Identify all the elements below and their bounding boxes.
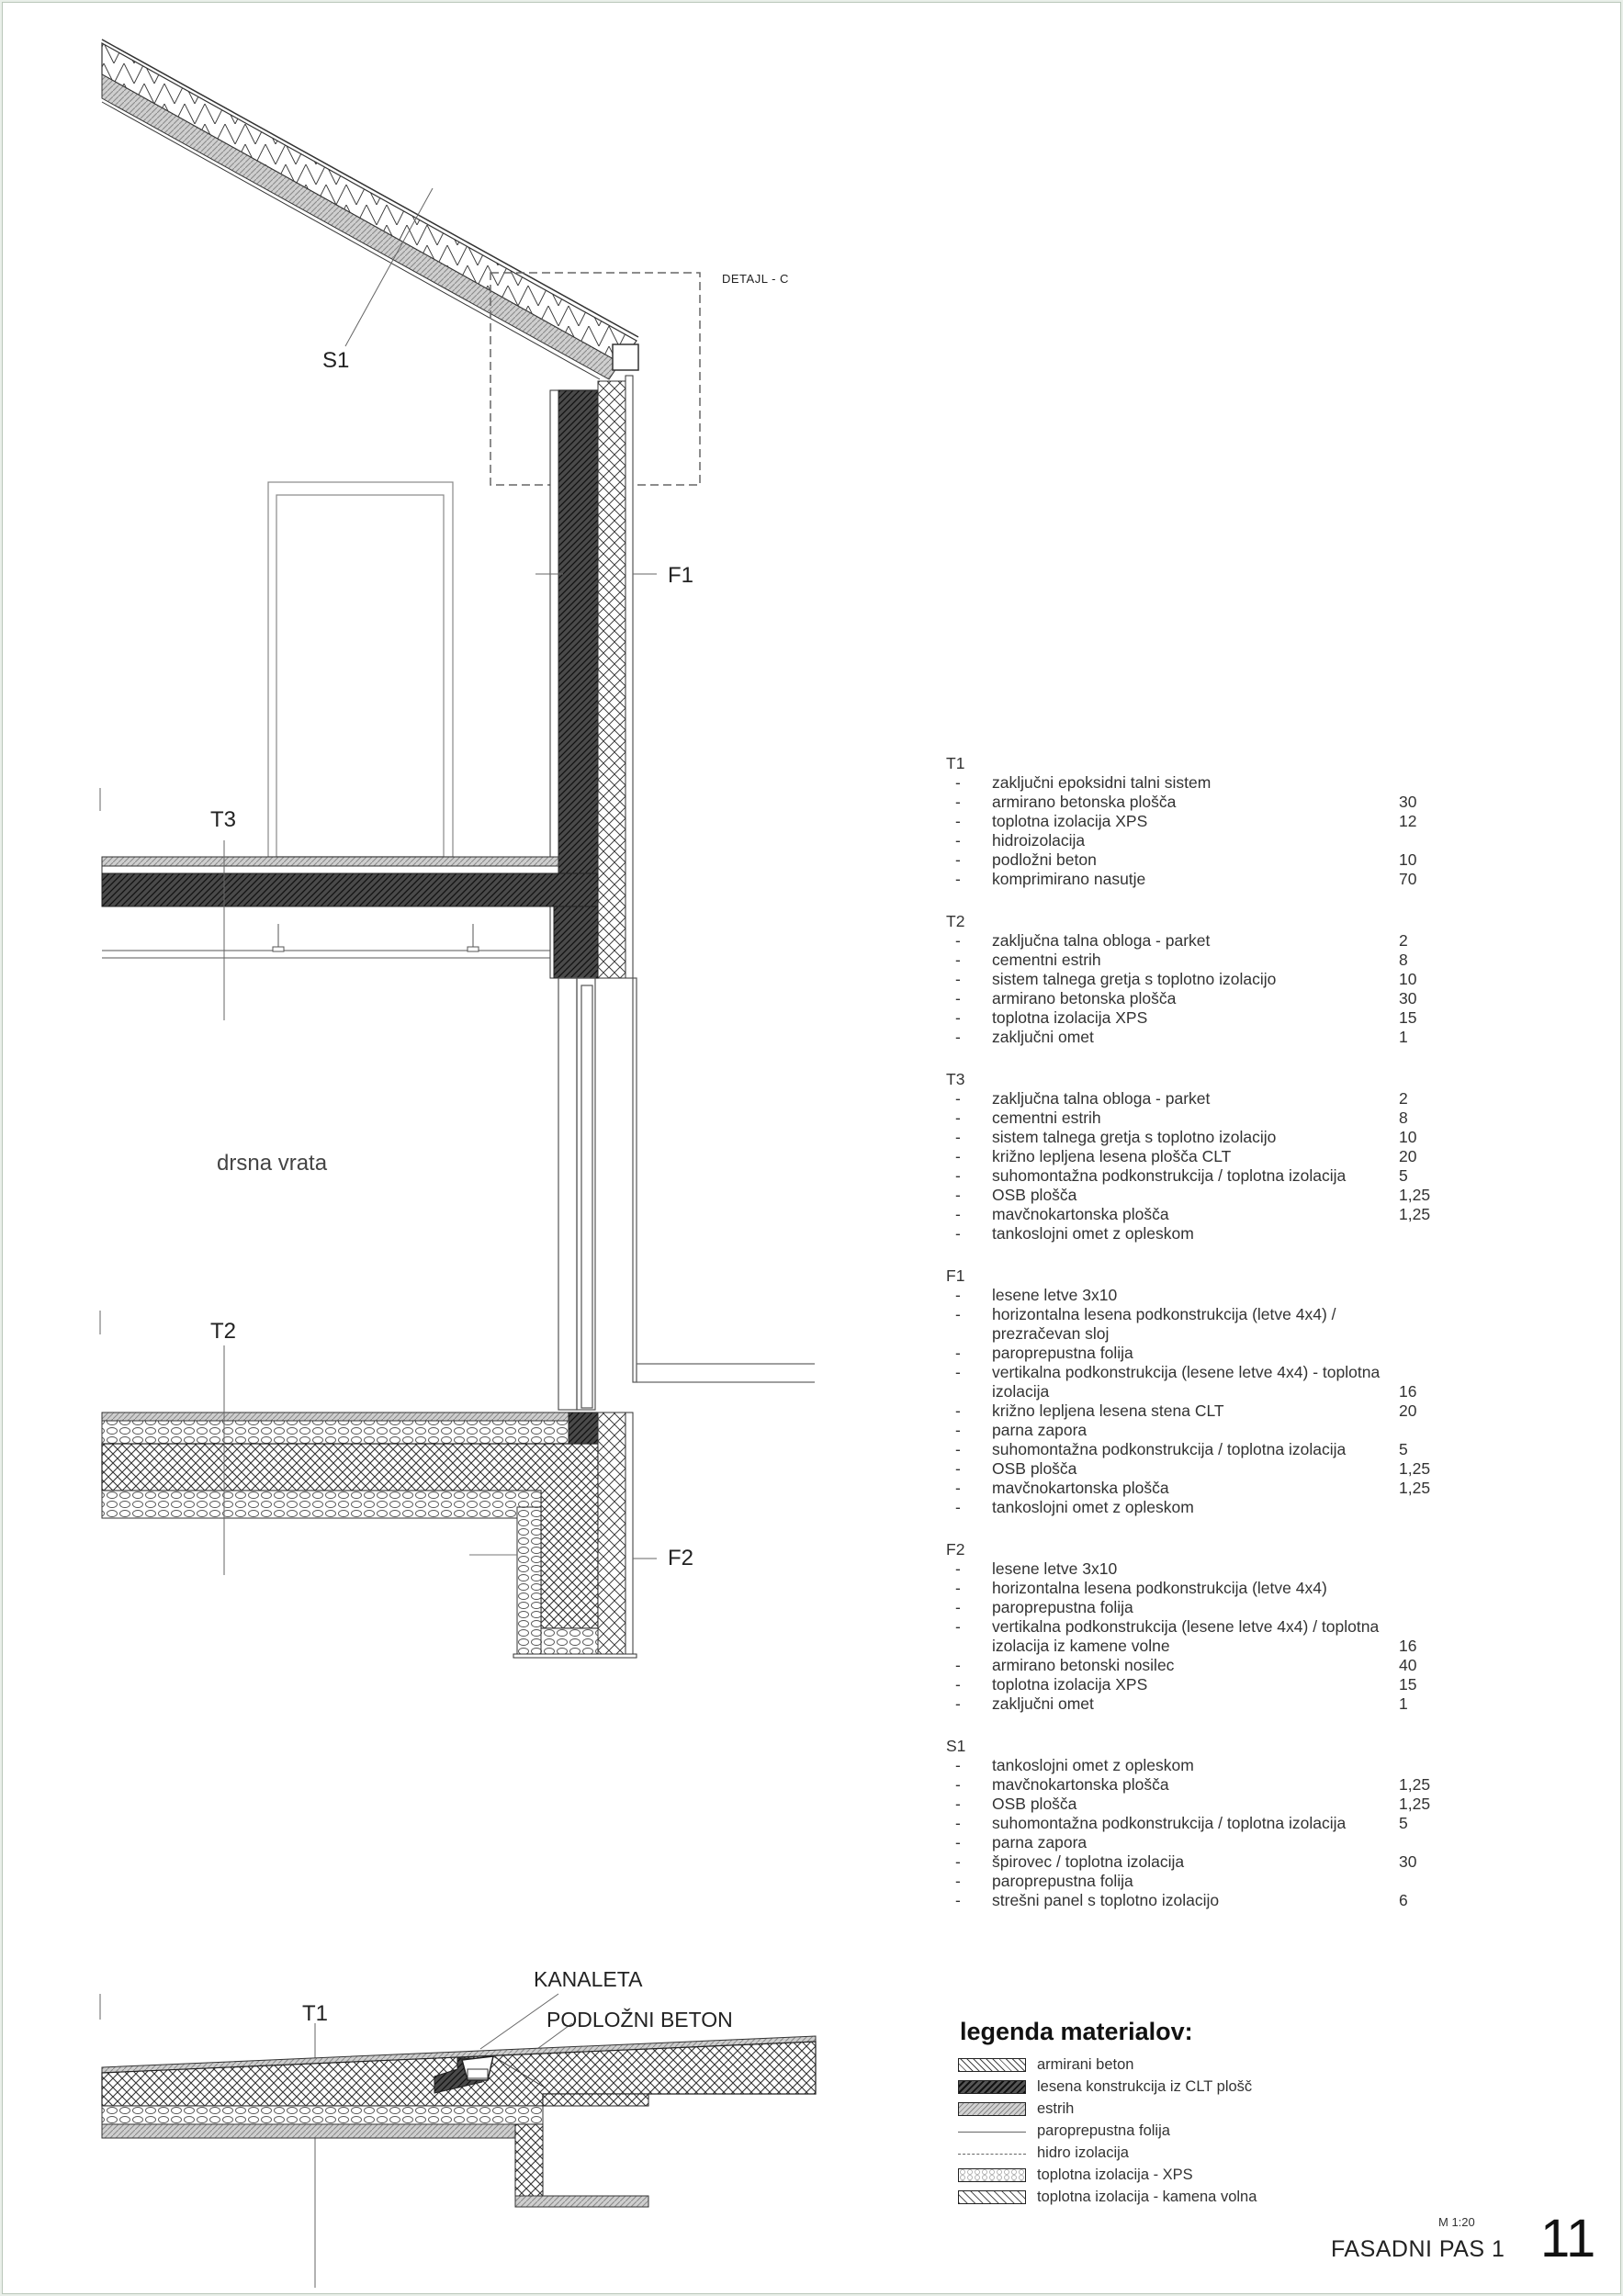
layer-material: horizontalna lesena podkonstrukcija (letve 4x4) — [992, 1579, 1327, 1597]
layer-thickness: 5 — [1399, 1440, 1408, 1458]
layer-material: podložni beton — [992, 850, 1097, 869]
legend-item — [958, 2099, 1344, 2122]
layer-thickness: 16 — [1399, 1382, 1417, 1401]
legend-label: lesena konstrukcija iz CLT plošč — [1037, 2078, 1253, 2095]
spec-layer-row — [946, 870, 1460, 889]
layer-thickness: 1 — [1399, 1028, 1408, 1046]
list-dash: - — [955, 1440, 961, 1458]
legend-swatch — [958, 2190, 1026, 2204]
list-dash: - — [955, 1028, 961, 1046]
spec-layer-row — [946, 1166, 1460, 1186]
list-dash: - — [955, 1498, 961, 1516]
list-dash: - — [955, 1775, 961, 1794]
layer-thickness: 30 — [1399, 989, 1417, 1007]
layer-thickness: 20 — [1399, 1147, 1417, 1165]
list-dash: - — [955, 1852, 961, 1871]
layer-thickness: 1,25 — [1399, 1795, 1431, 1813]
layer-material: mavčnokartonska plošča — [992, 1775, 1169, 1794]
list-dash: - — [955, 1795, 961, 1813]
spec-layer-row — [946, 1305, 1460, 1344]
legend-item — [958, 2166, 1344, 2188]
spec-layer-row — [946, 951, 1460, 970]
spec-layer-row — [946, 1891, 1460, 1910]
legend-title: legenda materialov: — [960, 2018, 1193, 2045]
spec-layer-row — [946, 1286, 1460, 1305]
spec-group-title: T2 — [946, 912, 965, 930]
drawing-sheet — [2, 2, 1621, 2294]
spec-layer-row — [946, 793, 1460, 812]
layer-material: vertikalna podkonstrukcija (lesene letve 4x4) / toplotna — [992, 1617, 1380, 1636]
layer-thickness: 1,25 — [1399, 1775, 1431, 1794]
list-dash: - — [955, 1479, 961, 1497]
layer-material: zaključna talna obloga - parket — [992, 931, 1211, 950]
spec-layer-row — [946, 1401, 1460, 1421]
spec-layer-row — [946, 1498, 1460, 1517]
spec-layer-row — [946, 1344, 1460, 1363]
spec-group-title: S1 — [946, 1737, 966, 1755]
layer-thickness: 1 — [1399, 1694, 1408, 1713]
layer-material: zaključni omet — [992, 1694, 1094, 1713]
spec-layer-row — [946, 831, 1460, 850]
spec-layer-row — [946, 970, 1460, 989]
list-dash: - — [955, 870, 961, 888]
list-dash: - — [955, 989, 961, 1007]
list-dash: - — [955, 1421, 961, 1439]
spec-group — [946, 754, 1460, 889]
spec-layer-row — [946, 1872, 1460, 1891]
list-dash: - — [955, 1128, 961, 1146]
layer-thickness: 40 — [1399, 1656, 1417, 1674]
spec-layer-row — [946, 1440, 1460, 1459]
list-dash: - — [955, 1598, 961, 1616]
layer-material: cementni estrih — [992, 1109, 1101, 1127]
spec-layer-row — [946, 1656, 1460, 1675]
spec-layer-row — [946, 1363, 1460, 1401]
spec-layer-row — [946, 1128, 1460, 1147]
layer-material: armirano betonski nosilec — [992, 1656, 1175, 1674]
legend-item — [958, 2055, 1344, 2077]
layer-material: zaključni epoksidni talni sistem — [992, 773, 1212, 792]
layer-material: armirano betonska plošča — [992, 989, 1177, 1007]
legend-label: toplotna izolacija - XPS — [1037, 2167, 1193, 2183]
list-dash: - — [955, 1559, 961, 1578]
layer-material: lesene letve 3x10 — [992, 1286, 1118, 1304]
layer-material: horizontalna lesena podkonstrukcija (letve 4x4) / — [992, 1305, 1336, 1323]
legend-swatch — [958, 2168, 1026, 2182]
layer-material: križno lepljena lesena stena CLT — [992, 1401, 1224, 1420]
spec-layer-row — [946, 1205, 1460, 1224]
layer-thickness: 20 — [1399, 1401, 1417, 1420]
legend-swatch — [958, 2102, 1026, 2116]
list-dash: - — [955, 773, 961, 792]
spec-layer-row — [946, 850, 1460, 870]
section-drawing — [3, 3, 958, 2295]
list-dash: - — [955, 1814, 961, 1832]
layer-thickness: 5 — [1399, 1166, 1408, 1185]
scale-label: M 1:20 — [1438, 2215, 1475, 2229]
list-dash: - — [955, 1089, 961, 1108]
spec-layer-row — [946, 1147, 1460, 1166]
spec-group — [946, 1070, 1460, 1244]
label-detail-c: DETAJL - C — [722, 272, 789, 286]
spec-layer-row — [946, 1459, 1460, 1479]
list-dash: - — [955, 1872, 961, 1890]
list-dash: - — [955, 1286, 961, 1304]
list-dash: - — [955, 1694, 961, 1713]
spec-layer-row — [946, 1617, 1460, 1656]
layer-material: strešni panel s toplotno izolacijo — [992, 1891, 1220, 1909]
layer-thickness: 1,25 — [1399, 1479, 1431, 1497]
sliding-door-frame — [558, 978, 637, 1410]
list-dash: - — [955, 850, 961, 869]
layer-thickness: 2 — [1399, 1089, 1408, 1108]
layer-material: parna zapora — [992, 1833, 1088, 1851]
legend-item — [958, 2144, 1344, 2166]
list-dash: - — [955, 1401, 961, 1420]
layer-material: armirano betonska plošča — [992, 793, 1177, 811]
legend-label: toplotna izolacija - kamena volna — [1037, 2189, 1257, 2205]
balcony-edge — [637, 1364, 815, 1382]
spec-group-title: T1 — [946, 754, 965, 772]
label-f1: F1 — [668, 563, 694, 588]
legend-label: armirani beton — [1037, 2056, 1134, 2073]
layer-material: špirovec / toplotna izolacija — [992, 1852, 1185, 1871]
layer-thickness: 30 — [1399, 793, 1417, 811]
list-dash: - — [955, 1008, 961, 1027]
layer-material: križno lepljena lesena plošča CLT — [992, 1147, 1232, 1165]
list-dash: - — [955, 1344, 961, 1362]
list-dash: - — [955, 1205, 961, 1223]
list-dash: - — [955, 1305, 961, 1323]
layer-material: lesene letve 3x10 — [992, 1559, 1118, 1578]
layer-material: suhomontažna podkonstrukcija / toplotna izolacija — [992, 1814, 1347, 1832]
list-dash: - — [955, 1109, 961, 1127]
label-podlozni-beton: PODLOŽNI BETON — [547, 2008, 733, 2032]
spec-layer-row — [946, 1814, 1460, 1833]
layer-specifications — [946, 754, 1460, 1933]
layer-material: parna zapora — [992, 1421, 1088, 1439]
layer-material: toplotna izolacija XPS — [992, 1675, 1148, 1694]
layer-material: zaključna talna obloga - parket — [992, 1089, 1211, 1108]
layer-material: paroprepustna folija — [992, 1344, 1133, 1362]
spec-layer-row — [946, 1186, 1460, 1205]
layer-material: suhomontažna podkonstrukcija / toplotna izolacija — [992, 1440, 1347, 1458]
layer-thickness: 15 — [1399, 1008, 1417, 1027]
layer-material: suhomontažna podkonstrukcija / toplotna izolacija — [992, 1166, 1347, 1185]
layer-material: tankoslojni omet z opleskom — [992, 1224, 1194, 1243]
spec-layer-row — [946, 931, 1460, 951]
layer-thickness: 16 — [1399, 1637, 1417, 1655]
layer-material: mavčnokartonska plošča — [992, 1205, 1169, 1223]
label-t1: T1 — [302, 2001, 329, 2026]
layer-material: hidroizolacija — [992, 831, 1086, 850]
spec-layer-row — [946, 1579, 1460, 1598]
layer-material: sistem talnega gretja s toplotno izolacijo — [992, 970, 1277, 988]
list-dash: - — [955, 812, 961, 830]
spec-layer-row — [946, 1833, 1460, 1852]
list-dash: - — [955, 931, 961, 950]
list-dash: - — [955, 1579, 961, 1597]
layer-thickness: 8 — [1399, 951, 1408, 969]
spec-layer-row — [946, 1775, 1460, 1795]
floor-slab-t3 — [102, 857, 598, 978]
label-s1: S1 — [322, 348, 350, 373]
layer-thickness: 10 — [1399, 970, 1417, 988]
list-dash: - — [955, 831, 961, 850]
label-kanaleta: KANALETA — [534, 1967, 643, 1991]
spec-group — [946, 1540, 1460, 1714]
layer-thickness: 12 — [1399, 812, 1417, 830]
sheet-number: 11 — [1540, 2209, 1596, 2268]
spec-layer-row — [946, 1109, 1460, 1128]
spec-layer-row — [946, 1694, 1460, 1714]
spec-layer-row — [946, 1756, 1460, 1775]
floor-slab-t2 — [102, 1412, 637, 1658]
layer-thickness: 8 — [1399, 1109, 1408, 1127]
label-t2: T2 — [210, 1319, 237, 1344]
list-dash: - — [955, 1224, 961, 1243]
layer-thickness: 5 — [1399, 1814, 1408, 1832]
layer-thickness: 70 — [1399, 870, 1417, 888]
layer-material: OSB plošča — [992, 1459, 1077, 1478]
layer-material: zaključni omet — [992, 1028, 1094, 1046]
label-t3: T3 — [210, 807, 237, 832]
layer-thickness: 1,25 — [1399, 1186, 1431, 1204]
layer-material: paroprepustna folija — [992, 1872, 1133, 1890]
layer-material: tankoslojni omet z opleskom — [992, 1756, 1194, 1774]
spec-layer-row — [946, 1008, 1460, 1028]
spec-layer-row — [946, 812, 1460, 831]
spec-group — [946, 1266, 1460, 1517]
floor-slab-t1-detail — [102, 2036, 816, 2207]
legend-label: hidro izolacija — [1037, 2144, 1129, 2161]
spec-layer-row — [946, 989, 1460, 1008]
layer-material: paroprepustna folija — [992, 1598, 1133, 1616]
layer-thickness: 15 — [1399, 1675, 1417, 1694]
legend-item — [958, 2188, 1344, 2210]
layer-thickness: 10 — [1399, 850, 1417, 869]
list-dash: - — [955, 1656, 961, 1674]
layer-material: cementni estrih — [992, 951, 1101, 969]
layer-thickness: 1,25 — [1399, 1205, 1431, 1223]
legend-item — [958, 2077, 1344, 2099]
layer-thickness: 10 — [1399, 1128, 1417, 1146]
spec-layer-row — [946, 1089, 1460, 1109]
label-door: drsna vrata — [217, 1151, 328, 1176]
list-dash: - — [955, 1147, 961, 1165]
layer-thickness: 6 — [1399, 1891, 1408, 1909]
list-dash: - — [955, 970, 961, 988]
list-dash: - — [955, 1617, 961, 1636]
list-dash: - — [955, 1756, 961, 1774]
layer-material: toplotna izolacija XPS — [992, 1008, 1148, 1027]
list-dash: - — [955, 793, 961, 811]
legend-label: paroprepustna folija — [1037, 2122, 1170, 2139]
list-dash: - — [955, 1166, 961, 1185]
layer-thickness: 2 — [1399, 931, 1408, 950]
spec-layer-row — [946, 1598, 1460, 1617]
material-legend — [958, 2020, 1344, 2210]
list-dash: - — [955, 1459, 961, 1478]
roof-assembly-s1 — [102, 39, 638, 379]
layer-thickness: 1,25 — [1399, 1459, 1431, 1478]
list-dash: - — [955, 1363, 961, 1381]
spec-layer-row — [946, 1479, 1460, 1498]
layer-material: mavčnokartonska plošča — [992, 1479, 1169, 1497]
layer-material: vertikalna podkonstrukcija (lesene letve 4x4) - toplotna — [992, 1363, 1381, 1381]
spec-layer-row — [946, 773, 1460, 793]
layer-material: komprimirano nasutje — [992, 870, 1146, 888]
list-dash: - — [955, 1186, 961, 1204]
list-dash: - — [955, 1833, 961, 1851]
layer-material: sistem talnega gretja s toplotno izolacijo — [992, 1128, 1277, 1146]
legend-item — [958, 2122, 1344, 2144]
spec-group-title: F2 — [946, 1540, 965, 1559]
legend-swatch — [958, 2154, 1026, 2155]
spec-group-title: T3 — [946, 1070, 965, 1088]
spec-layer-row — [946, 1852, 1460, 1872]
spec-layer-row — [946, 1795, 1460, 1814]
layer-thickness: 30 — [1399, 1852, 1417, 1871]
layer-material: OSB plošča — [992, 1186, 1077, 1204]
list-dash: - — [955, 1675, 961, 1694]
label-f2: F2 — [668, 1546, 694, 1570]
spec-layer-row — [946, 1028, 1460, 1047]
spec-layer-row — [946, 1675, 1460, 1694]
spec-group — [946, 1737, 1460, 1910]
legend-swatch — [958, 2058, 1026, 2072]
layer-material-continued: izolacija — [992, 1382, 1050, 1401]
layer-material: OSB plošča — [992, 1795, 1077, 1813]
upper-window-frame — [268, 482, 453, 857]
legend-swatch — [958, 2080, 1026, 2094]
spec-group-title: F1 — [946, 1266, 965, 1285]
list-dash: - — [955, 951, 961, 969]
sheet-title: FASADNI PAS 1 — [1331, 2236, 1505, 2262]
legend-swatch — [958, 2132, 1026, 2133]
layer-material: toplotna izolacija XPS — [992, 812, 1148, 830]
spec-group — [946, 912, 1460, 1047]
layer-material: tankoslojni omet z opleskom — [992, 1498, 1194, 1516]
legend-label: estrih — [1037, 2100, 1075, 2117]
spec-layer-row — [946, 1421, 1460, 1440]
layer-material-continued: prezračevan sloj — [992, 1324, 1110, 1343]
list-dash: - — [955, 1891, 961, 1909]
spec-layer-row — [946, 1559, 1460, 1579]
spec-layer-row — [946, 1224, 1460, 1244]
layer-material-continued: izolacija iz kamene volne — [992, 1637, 1170, 1655]
